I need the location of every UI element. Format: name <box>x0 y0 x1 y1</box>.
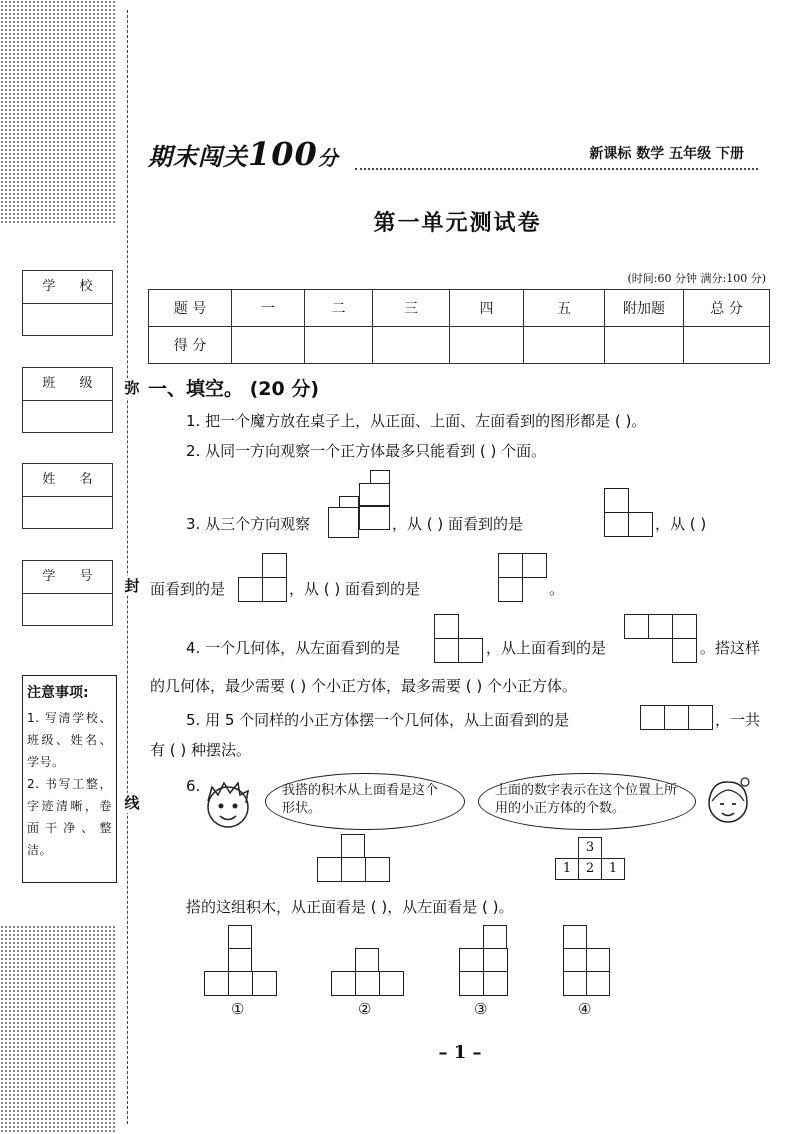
cut-label-mi: 弥 <box>122 378 142 398</box>
score-header: 总 分 <box>684 290 770 327</box>
score-cell[interactable] <box>450 327 524 364</box>
question-4-part-a: 4. 一个几何体，从左面看到的是 <box>186 639 401 657</box>
notes-box <box>22 675 117 883</box>
option-4-label: ④ <box>578 1000 592 1018</box>
boy-cartoon-icon <box>200 775 260 835</box>
score-cell[interactable] <box>524 327 605 364</box>
score-cell[interactable] <box>305 327 373 364</box>
brand-unit: 分 <box>317 146 338 170</box>
score-header: 三 <box>373 290 450 327</box>
grid-number: 1 <box>608 861 618 876</box>
question-4-part-d: 的几何体，最少需要 ( ) 个小正方体，最多需要 ( ) 个小正方体。 <box>150 677 578 695</box>
question-3-part-a: 3. 从三个方向观察 <box>186 515 311 533</box>
score-table <box>148 289 770 364</box>
question-5-part-c: 有 ( ) 种摆法。 <box>150 741 252 759</box>
name-label: 姓 名 <box>23 464 112 497</box>
brand-logo <box>148 135 338 173</box>
time-info: (时间:60 分钟 满分:100 分) <box>627 272 766 285</box>
class-field[interactable] <box>22 367 113 433</box>
question-2: 2. 从同一方向观察一个正方体最多只能看到 ( ) 个面。 <box>186 442 547 460</box>
option-3-label: ③ <box>474 1000 488 1018</box>
girl-cartoon-icon <box>700 773 756 831</box>
brand-cn: 期末闯关 <box>148 143 248 171</box>
question-6-number: 6. <box>186 777 201 795</box>
school-label: 学 校 <box>23 271 112 304</box>
question-3-part-c: ，从 ( ) <box>655 515 707 533</box>
student-id-field[interactable] <box>22 560 113 626</box>
notes-item-2: 2. 书写工整，字迹清晰，卷面干净、整洁。 <box>27 777 112 857</box>
class-label: 班 级 <box>23 368 112 401</box>
score-header-row <box>149 290 770 327</box>
margin-hatch-bottom <box>0 925 116 1134</box>
question-3-part-d: 面看到的是 <box>150 580 226 598</box>
option-1-label: ① <box>231 1000 245 1018</box>
question-1: 1. 把一个魔方放在桌子上，从正面、上面、左面看到的图形都是 ( )。 <box>186 412 647 430</box>
score-header: 附加题 <box>605 290 684 327</box>
brand-num: 100 <box>248 135 318 173</box>
section-heading: 一、填空。 (20 分) <box>148 378 320 400</box>
speech-bubble-boy: 我搭的积木从上面看是这个形状。 <box>265 773 465 830</box>
question-3-part-e: ，从 ( ) 面看到的是 <box>289 580 421 598</box>
school-field[interactable] <box>22 270 113 336</box>
score-header: 一 <box>232 290 305 327</box>
score-header: 二 <box>305 290 373 327</box>
margin-hatch-top <box>0 0 116 225</box>
header-dotted-line <box>355 168 758 170</box>
question-5-part-b: ，一共 <box>715 711 761 729</box>
grid-number: 2 <box>585 861 595 876</box>
cut-label-xian: 线 <box>122 793 142 813</box>
cut-label-feng: 封 <box>122 576 142 596</box>
score-cell[interactable] <box>684 327 770 364</box>
seal-cut-line <box>127 10 128 1124</box>
question-3-part-b: ，从 ( ) 面看到的是 <box>392 515 524 533</box>
question-3-part-f: 。 <box>549 580 565 598</box>
grid-number: 3 <box>585 840 595 855</box>
score-header: 题 号 <box>149 290 232 327</box>
question-4-part-c: 。搭这样 <box>700 639 761 657</box>
notes-item-1: 1. 写清学校、班级、姓名、学号。 <box>27 711 112 769</box>
student-id-label: 学 号 <box>23 561 112 594</box>
subject-info: 新课标 数学 五年级 下册 <box>589 146 744 162</box>
question-5-part-a: 5. 用 5 个同样的小正方体摆一个几何体，从上面看到的是 <box>186 711 570 729</box>
notes-title: 注意事项: <box>27 685 89 701</box>
score-row-label: 得 分 <box>149 327 232 364</box>
score-cell[interactable] <box>605 327 684 364</box>
score-cell[interactable] <box>232 327 305 364</box>
option-2-label: ② <box>358 1000 372 1018</box>
grid-number: 1 <box>562 861 572 876</box>
page-title: 第一单元测试卷 <box>373 211 542 236</box>
question-4-part-b: ，从上面看到的是 <box>486 639 607 657</box>
score-header: 五 <box>524 290 605 327</box>
page-number: – 1 – <box>438 1042 482 1063</box>
score-cell[interactable] <box>373 327 450 364</box>
speech-bubble-girl: 上面的数字表示在这个位置上所用的小正方体的个数。 <box>478 773 696 830</box>
score-row <box>149 327 770 364</box>
question-6-text: 搭的这组积木，从正面看是 ( )，从左面看是 ( )。 <box>186 898 514 916</box>
score-header: 四 <box>450 290 524 327</box>
name-field[interactable] <box>22 463 113 529</box>
